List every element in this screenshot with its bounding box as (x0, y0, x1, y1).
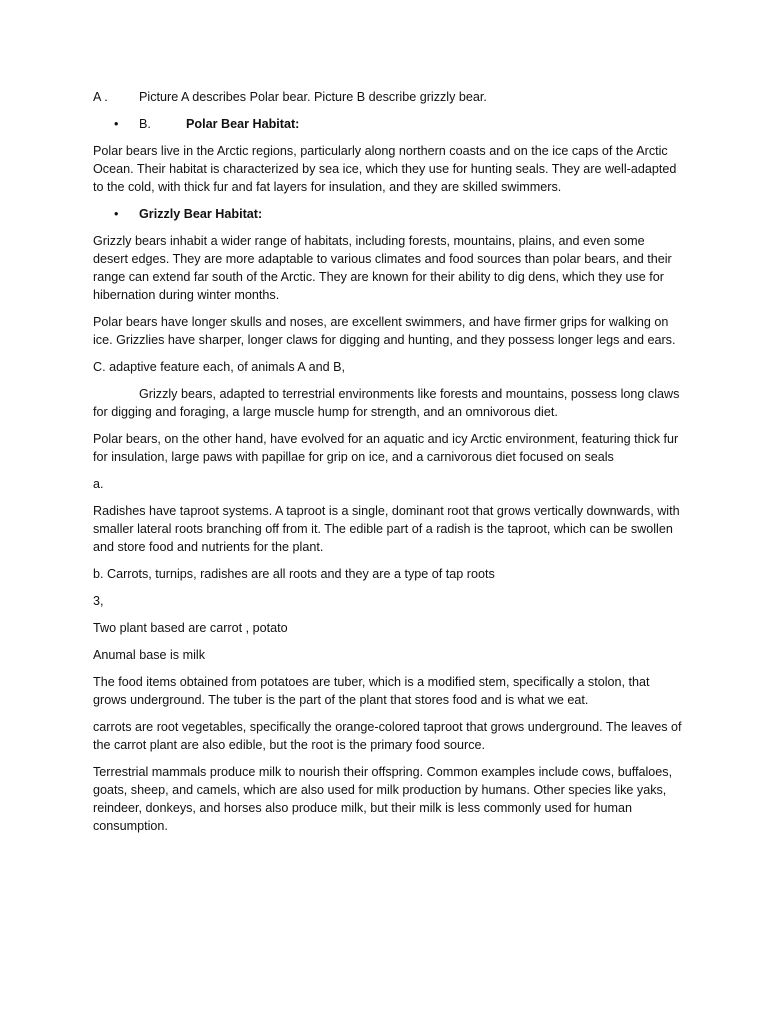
answer-a2-label: a. (93, 477, 104, 491)
bullet-dot: • (114, 207, 119, 221)
document-page (93, 88, 683, 844)
grizzly-habitat-paragraph: Grizzly bears inhabit a wider range of habitats, including forests, mountains, plains, and even some desert edges. They are more adaptable to various climates and food sources than polar bears, and their range can extend far south of the Arctic. They are known for their ability to dig dens, which they use for hibernation during winter months. (93, 234, 672, 302)
radish-paragraph: Radishes have taproot systems. A taproot is a single, dominant root that grows vertically downwards, with smaller lateral roots branching off from it. The edible part of a radish is the taproot, which can be swollen and store food and nutrients for the plant. (93, 504, 680, 554)
answer-a-label: A . (93, 90, 108, 104)
answer-a-text: Picture A describes Polar bear. Picture B describe grizzly bear. (139, 90, 487, 104)
question-3-label: 3, (93, 594, 104, 608)
polar-adaptive-paragraph: Polar bears, on the other hand, have evolved for an aquatic and icy Arctic environment, featuring thick fur for insulation, large paws with papillae for grip on ice, and a carnivorous diet focused on seals (93, 432, 679, 464)
polar-habitat-paragraph: Polar bears live in the Arctic regions, particularly along northern coasts and on the ice caps of the Arctic Ocean. Their habitat is characterized by sea ice, which they use for hunting seals. They are well-adapted to the cold, with thick fur and fat layers for insulation, and they are skilled swimmers. (93, 144, 677, 194)
polar-habitat-bullet (93, 115, 683, 133)
answer-b-label: B. (139, 117, 151, 131)
grizzly-adaptive-paragraph: Grizzly bears, adapted to terrestrial environments like forests and mountains, possess long claws for digging and foraging, a large muscle hump for strength, and an omnivorous diet. (93, 387, 680, 419)
polar-habitat-heading: Polar Bear Habitat: (186, 117, 300, 131)
milk-paragraph: Terrestrial mammals produce milk to nourish their offspring. Common examples include cows, buffaloes, goats, sheep, and camels, which are also used for milk production by humans. Other species like yaks, reindeer, donkeys, and horses also produce milk, but their milk is less commonly used for human consumption. (93, 765, 673, 833)
plant-based-line: Two plant based are carrot , potato (93, 621, 288, 635)
comparison-paragraph: Polar bears have longer skulls and noses, are excellent swimmers, and have firmer grips for walking on ice. Grizzlies have sharper, longer claws for digging and hunting, and they possess longer legs and ears. (93, 315, 676, 347)
answer-a-row (93, 88, 683, 106)
carrot-paragraph: carrots are root vegetables, specifically the orange-colored taproot that grows underground. The leaves of the carrot plant are also edible, but the root is the primary food source. (93, 720, 682, 752)
grizzly-habitat-heading: Grizzly Bear Habitat: (139, 207, 263, 221)
bullet-dot: • (114, 117, 119, 131)
answer-c-heading: C. adaptive feature each, of animals A and B, (93, 360, 346, 374)
grizzly-habitat-bullet (93, 205, 683, 223)
animal-based-line: Anumal base is milk (93, 648, 205, 662)
answer-b2-paragraph: b. Carrots, turnips, radishes are all roots and they are a type of tap roots (93, 567, 495, 581)
potato-paragraph: The food items obtained from potatoes are tuber, which is a modified stem, specifically a stolon, that grows underground. The tuber is the part of the plant that stores food and is what we eat. (93, 675, 650, 707)
